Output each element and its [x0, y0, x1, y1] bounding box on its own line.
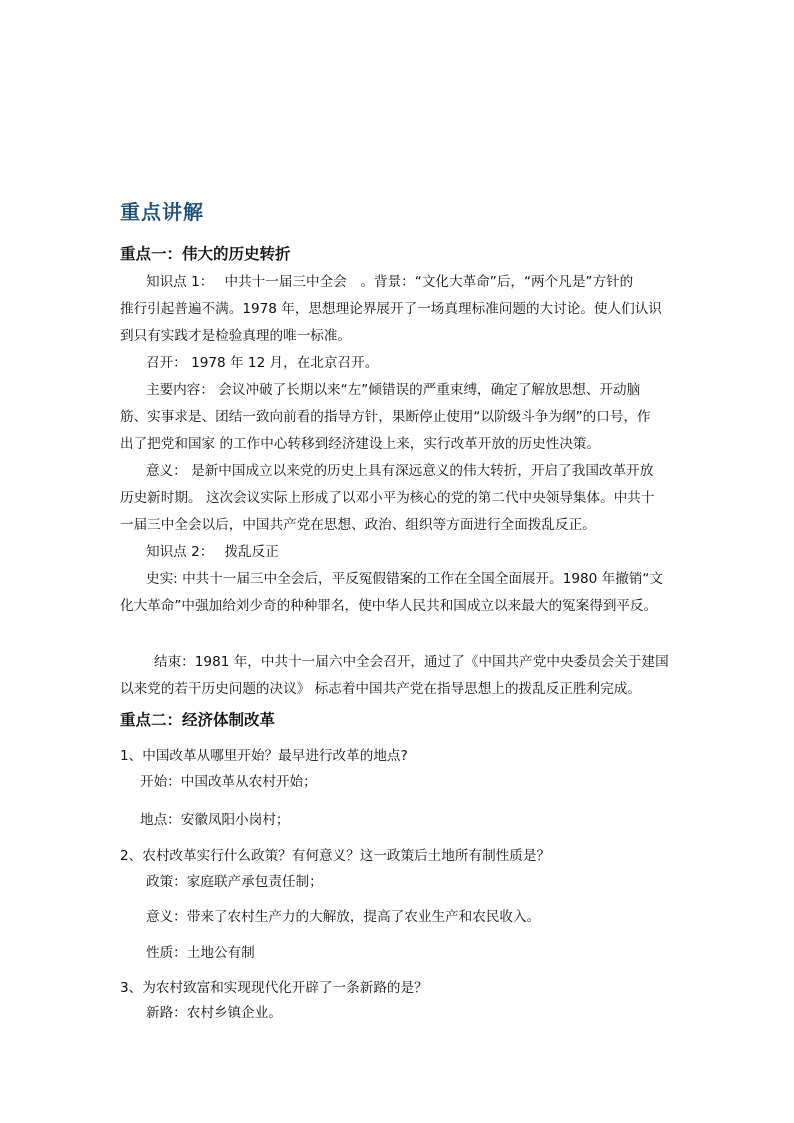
kp1-line-2: 推行引起普遍不满。1978 年，思想理论界展开了一场真理标准问题的大讨论。使人们认识 — [120, 301, 662, 317]
kp1-line-1: 知识点 1： 中共十一届三中全会 。背景：“文化大革命”后，“两个凡是”方针的 — [146, 274, 634, 290]
meaning-line-2: 历史新时期。 这次会议实际上形成了以邓小平为核心的党的第二代中央领导集体。中共十 — [120, 490, 655, 506]
question-3: 3、为农村致富和实现现代化开辟了一条新路的是？ — [120, 980, 428, 996]
page-title: 重点讲解 — [120, 200, 204, 224]
content-line-1: 主要内容： 会议冲破了长期以来“左”倾错误的严重束缚，确定了解放思想、开动脑 — [146, 382, 641, 398]
answer-2-policy: 政策：家庭联产承包责任制； — [146, 874, 323, 890]
question-2: 2、农村改革实行什么政策？有何意义？这一政策后土地所有制性质是？ — [120, 848, 551, 864]
kp1-line-3: 到只有实践才是检验真理的唯一标准。 — [120, 328, 352, 344]
content-line-2: 筋、实事求是、团结一致向前看的指导方针，果断停止使用“以阶级斗争为纲”的口号，作 — [120, 409, 651, 425]
question-1: 1、中国改革从哪里开始？最早进行改革的地点? — [120, 748, 408, 764]
answer-1-start: 开始：中国改革从农村开始； — [140, 774, 317, 790]
answer-1-place: 地点：安徽凤阳小岗村； — [140, 812, 290, 828]
content-line-3: 出了把党和国家 的工作中心转移到经济建设上来，实行改革开放的历史性决策。 — [120, 436, 601, 452]
fact-line-2: 化大革命”中强加给刘少奇的种种罪名，使中华人民共和国成立以来最大的冤案得到平反。 — [120, 598, 658, 614]
answer-2-meaning: 意义：带来了农村生产力的大解放，提高了农业生产和农民收入。 — [146, 909, 541, 925]
meaning-line-1: 意义： 是新中国成立以来党的历史上具有深远意义的伟大转折，开启了我国改革开放 — [146, 463, 654, 479]
end-line-1: 结束：1981 年，中共十一届六中全会召开，通过了《中国共产党中央委员会关于建国 — [154, 654, 669, 670]
section-heading-1: 重点一：伟大的历史转折 — [120, 245, 291, 263]
answer-2-nature: 性质：土地公有制 — [146, 945, 255, 961]
answer-3: 新路：农村乡镇企业。 — [146, 1005, 282, 1021]
kp2-line: 知识点 2： 拨乱反正 — [146, 544, 279, 560]
end-line-2: 以来党的若干历史问题的决议》 标志着中国共产党在指导思想上的拨乱反正胜利完成。 — [120, 681, 641, 697]
fact-line-1: 史实: 中共十一届三中全会后，平反冤假错案的工作在全国全面展开。1980 年撤销“文 — [146, 571, 664, 587]
meaning-line-3: 一届三中全会以后，中国共产党在思想、政治、组织等方面进行全面拨乱反正。 — [120, 517, 596, 533]
open-line: 召开： 1978 年 12 月，在北京召开。 — [146, 355, 379, 371]
section-heading-2: 重点二：经济体制改革 — [120, 711, 276, 729]
